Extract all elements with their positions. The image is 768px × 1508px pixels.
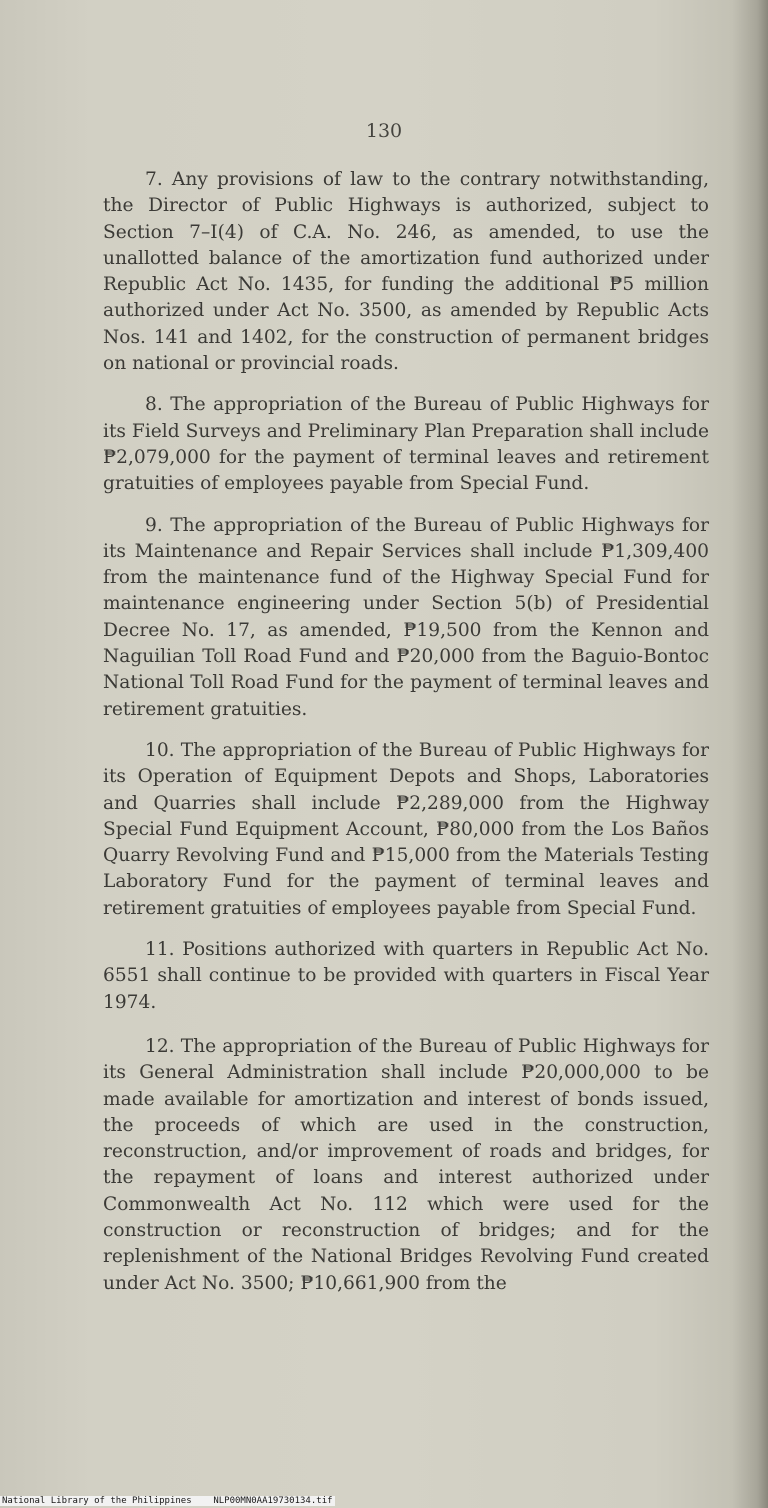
page-edge-shadow bbox=[732, 0, 768, 1508]
paragraph-7: 7. Any provisions of law to the contrary notwithstanding, the Director of Public Highways is authorized, subject to Section 7–I(4) of C.A. No. 246, as amended, to use the unallotted balance of the amortization fund authorized under Republic Act No. 1435, for funding the additional ₱5 million authorized under Act No. 3500, as amended by Republic Acts Nos. 141 and 1402, for the construction of permanent bridges on national or provincial roads. bbox=[103, 169, 709, 375]
paragraph-11: 11. Positions authorized with quarters in Republic Act No. 6551 shall continue to be provided with quarters in Fiscal Year 1974. bbox=[103, 939, 709, 1013]
paragraph-8: 8. The appropriation of the Bureau of Public Highways for its Field Surveys and Preliminary Plan Preparation shall include ₱2,079,000 for the payment of terminal leaves and retirement gratuities of employees payable from Special Fund. bbox=[103, 394, 709, 495]
scan-footer-label: National Library of the Philippines NLP00MN0AA19730134.tif bbox=[2, 1496, 333, 1506]
page-number: 130 bbox=[365, 120, 403, 142]
body-text bbox=[103, 167, 709, 1312]
paragraph-9: 9. The appropriation of the Bureau of Public Highways for its Maintenance and Repair Services shall include ₱1,309,400 from the maintenance fund of the Highway Special Fund for maintenance engineering under Section 5(b) of Presidential Decree No. 17, as amended, ₱19,500 from the Kennon and Naguilian Toll Road Fund and ₱20,000 from the Baguio-Bontoc National Toll Road Fund for the payment of terminal leaves and retirement gratuities. bbox=[103, 514, 709, 720]
paragraph-10: 10. The appropriation of the Bureau of Public Highways for its Operation of Equipment Depots and Shops, Laboratories and Quarries shall include ₱2,289,000 from the Highway Special Fund Equipment Account, ₱80,000 from the Los Baños Quarry Revolving Fund and ₱15,000 from the Materials Testing Laboratory Fund for the payment of terminal leaves and retirement gratuities of employees payable from Special Fund. bbox=[103, 739, 709, 919]
paragraph-12: 12. The appropriation of the Bureau of Public Highways for its General Administration shall include ₱20,000,000 to be made available for amortization and interest of bonds issued, the proceeds of which are used in the construction, reconstruction, and/or improvement of roads and bridges, for the repayment of loans and interest authorized under Commonwealth Act No. 112 which were used for the construction or reconstruction of bridges; and for the replenishment of the National Bridges Revolving Fund created under Act No. 3500; ₱10,661,900 from the bbox=[103, 1035, 709, 1294]
